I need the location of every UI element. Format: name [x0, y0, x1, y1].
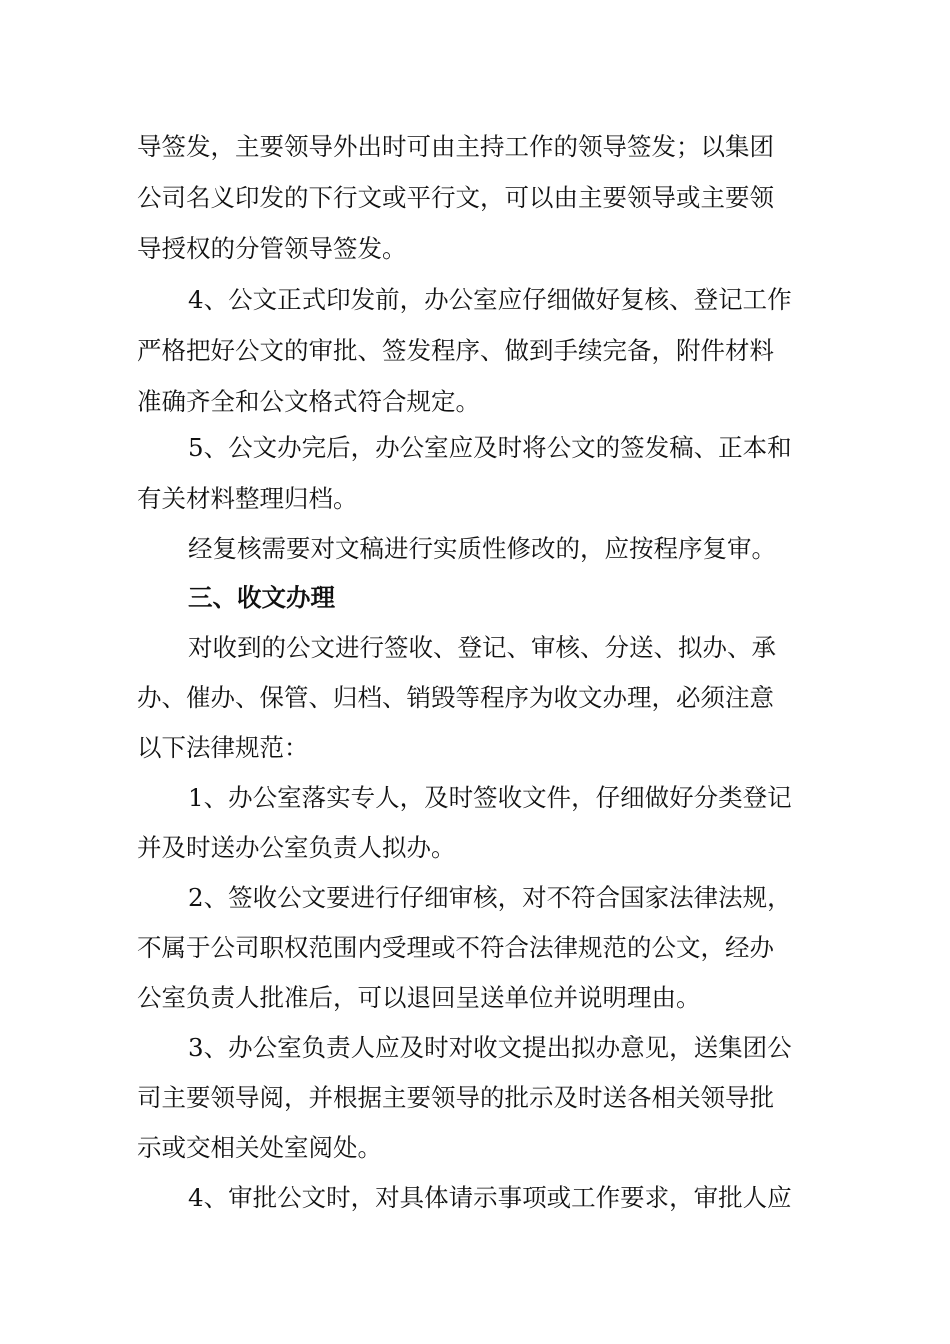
text-line: 准确齐全和公文格式符合规定。	[137, 387, 480, 416]
text-line: 对收到的公文进行签收、登记、审核、分送、拟办、承	[188, 633, 776, 662]
text-line: 5、公文办完后，办公室应及时将公文的签发稿、正本和	[188, 433, 792, 462]
text-line: 办、催办、保管、归档、销毁等程序为收文办理，必须注意	[137, 683, 774, 712]
text-line: 公司名义印发的下行文或平行文，可以由主要领导或主要领	[137, 183, 774, 212]
text-line: 导授权的分管领导签发。	[137, 234, 407, 263]
text-line: 1、办公室落实专人，及时签收文件，仔细做好分类登记	[188, 783, 792, 812]
text-line: 示或交相关处室阅处。	[137, 1133, 382, 1162]
text-line: 司主要领导阅，并根据主要领导的批示及时送各相关领导批	[137, 1083, 774, 1112]
text-line: 并及时送办公室负责人拟办。	[137, 833, 456, 862]
text-line: 3、办公室负责人应及时对收文提出拟办意见，送集团公	[188, 1033, 792, 1062]
text-line: 4、审批公文时，对具体请示事项或工作要求，审批人应	[188, 1183, 792, 1212]
text-line: 有关材料整理归档。	[137, 484, 358, 513]
text-line: 4、公文正式印发前，办公室应仔细做好复核、登记工作	[188, 285, 792, 314]
text-line: 公室负责人批准后，可以退回呈送单位并说明理由。	[137, 983, 701, 1012]
text-line: 导签发，主要领导外出时可由主持工作的领导签发；以集团	[137, 132, 774, 161]
text-line: 严格把好公文的审批、签发程序、做到手续完备，附件材料	[137, 336, 774, 365]
text-line: 2、签收公文要进行仔细审核，对不符合国家法律法规，	[188, 883, 792, 912]
text-line: 以下法律规范：	[137, 733, 309, 762]
text-line: 不属于公司职权范围内受理或不符合法律规范的公文，经办	[137, 933, 774, 962]
text-line: 经复核需要对文稿进行实质性修改的，应按程序复审。	[188, 534, 776, 563]
section-heading: 三、收文办理	[188, 583, 335, 612]
